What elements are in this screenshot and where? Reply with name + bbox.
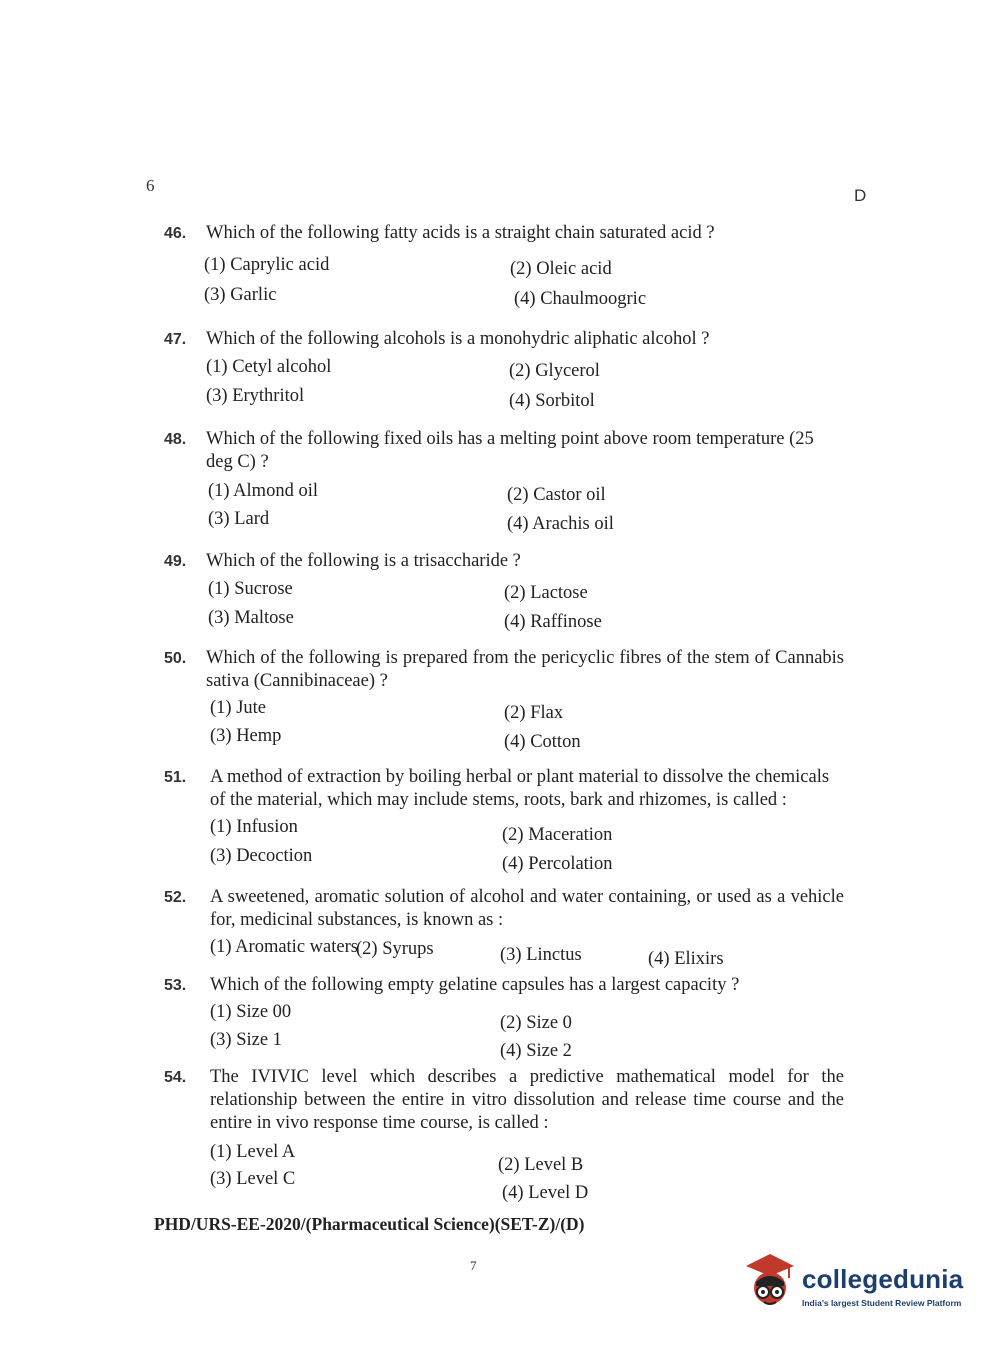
question-number: 54. [164, 1069, 187, 1086]
question-text: Which of the following is prepared from the pericyclic fibres of the stem of Cannabis sativa (Cannibinaceae) ? [206, 648, 844, 691]
option-2: (2) Flax [504, 703, 564, 723]
question-number: 49. [164, 553, 187, 570]
question-47 [164, 328, 844, 418]
question-49 [164, 550, 844, 640]
question-text: Which of the following alcohols is a monohydric aliphatic alcohol ? [206, 329, 710, 349]
option-4: (4) Cotton [504, 732, 581, 752]
question-number: 50. [164, 650, 187, 667]
option-3: (3) Level C [210, 1169, 296, 1189]
option-1: (1) Size 00 [210, 1002, 292, 1022]
question-number: 48. [164, 431, 187, 448]
option-1: (1) Almond oil [208, 481, 318, 501]
option-4: (4) Percolation [502, 854, 613, 874]
option-3: (3) Decoction [210, 846, 313, 866]
question-text: A method of extraction by boiling herbal or plant material to dissolve the chemicals of the material, which may include stems, roots, bark and rhizomes, is called : [210, 767, 830, 810]
option-4: (4) Level D [502, 1183, 589, 1203]
question-number: 47. [164, 331, 187, 348]
graduate-mascot-icon [740, 1248, 800, 1314]
option-3: (3) Hemp [210, 726, 282, 746]
option-3: (3) Lard [208, 509, 270, 529]
collegedunia-watermark [740, 1248, 970, 1318]
option-2: (2) Level B [498, 1155, 584, 1175]
option-4: (4) Elixirs [648, 949, 724, 969]
question-53 [164, 974, 844, 1064]
page-number-bottom: 7 [470, 1258, 477, 1273]
question-number: 52. [164, 889, 187, 906]
option-1: (1) Level A [210, 1142, 296, 1162]
question-51 [164, 766, 844, 876]
option-4: (4) Sorbitol [509, 391, 595, 411]
question-48 [164, 428, 844, 538]
question-52 [164, 886, 844, 976]
option-2: (2) Maceration [502, 825, 613, 845]
brand-name: collegedunia [802, 1264, 964, 1294]
question-text: Which of the following empty gelatine capsules has a largest capacity ? [210, 975, 740, 995]
option-2: (2) Lactose [504, 583, 588, 603]
question-54 [164, 1066, 844, 1206]
question-number: 46. [164, 225, 187, 242]
option-3: (3) Size 1 [210, 1030, 282, 1050]
option-3: (3) Maltose [208, 608, 294, 628]
brand-tagline: India's largest Student Review Platform [802, 1298, 962, 1308]
option-4: (4) Size 2 [500, 1041, 572, 1061]
option-2: (2) Glycerol [509, 361, 600, 381]
question-text: Which of the following fatty acids is a straight chain saturated acid ? [206, 223, 715, 243]
option-3: (3) Erythritol [206, 386, 305, 406]
option-1: (1) Sucrose [208, 579, 293, 599]
option-1: (1) Cetyl alcohol [206, 357, 332, 377]
question-number: 53. [164, 977, 187, 994]
option-1: (1) Jute [210, 698, 266, 718]
option-1: (1) Infusion [210, 817, 298, 837]
option-4: (4) Chaulmoogric [514, 289, 647, 309]
paper-code: PHD/URS-EE-2020/(Pharmaceutical Science)(SET-Z)/(D) [154, 1214, 585, 1234]
option-1: (1) Aromatic waters [210, 937, 358, 957]
set-letter: D [854, 186, 867, 205]
question-number: 51. [164, 769, 187, 786]
option-2: (2) Castor oil [507, 485, 606, 505]
page-number-top: 6 [146, 176, 155, 195]
question-text: Which of the following is a trisaccharide ? [206, 551, 521, 571]
option-4: (4) Raffinose [504, 612, 602, 632]
option-2: (2) Oleic acid [510, 259, 612, 279]
option-3: (3) Garlic [204, 285, 277, 305]
option-3: (3) Linctus [500, 945, 582, 965]
question-text: The IVIVIC level which describes a predictive mathematical model for the relationship between the entire in vitro dissolution and release time course and the entire in vivo response time course, is called : [210, 1067, 844, 1133]
question-text: A sweetened, aromatic solution of alcohol and water containing, or used as a vehicle for, medicinal substances, is known as : [210, 887, 844, 930]
question-text: Which of the following fixed oils has a melting point above room temperature (25 deg C) ? [206, 429, 814, 472]
option-4: (4) Arachis oil [507, 514, 614, 534]
option-2: (2) Size 0 [500, 1013, 572, 1033]
option-2: (2) Syrups [356, 939, 434, 959]
option-1: (1) Caprylic acid [204, 255, 330, 275]
question-50 [164, 647, 844, 757]
question-46 [164, 222, 844, 312]
